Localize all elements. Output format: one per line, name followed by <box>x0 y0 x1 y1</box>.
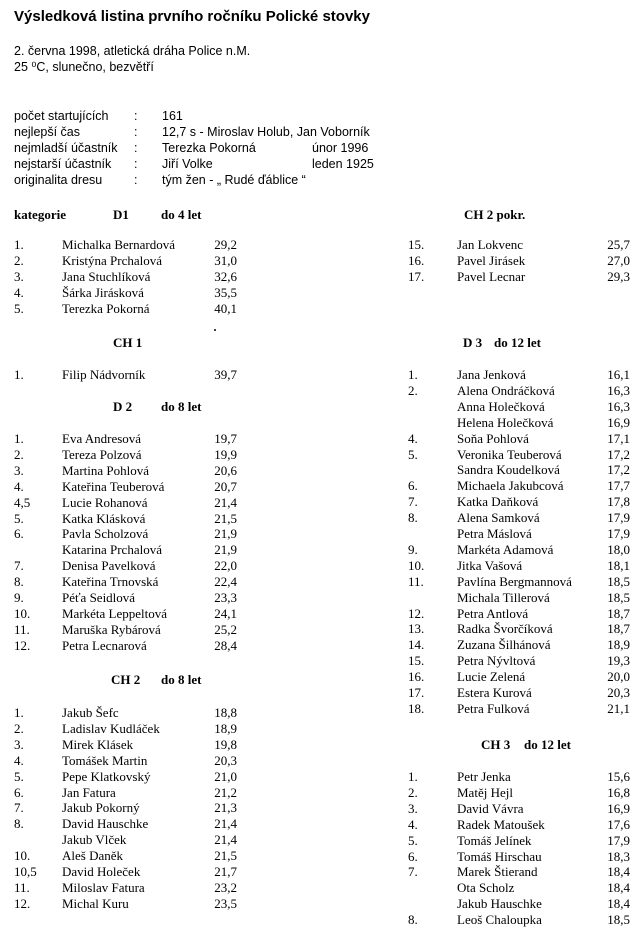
result-rank: 3. <box>14 268 24 284</box>
result-time: 17,9 <box>607 510 630 526</box>
result-time: 19,7 <box>214 431 237 446</box>
result-time: 27,0 <box>607 252 630 268</box>
result-name: Markéta Leppeltová <box>62 605 168 621</box>
result-name: Terezka Pokorná <box>62 300 150 316</box>
result-rank: 15. <box>408 653 425 669</box>
result-rank: 12. <box>14 895 31 911</box>
result-name: Pavel Lecnar <box>457 268 526 284</box>
result-rank: 6. <box>14 784 24 800</box>
result-rank: 10. <box>14 605 31 621</box>
result-time: 32,6 <box>214 268 237 284</box>
result-rank: 11. <box>14 621 30 637</box>
result-rank: 1. <box>14 237 24 252</box>
category-range-ch2: do 8 let <box>161 672 202 687</box>
result-rank: 9. <box>14 590 24 605</box>
result-time: 17,2 <box>607 446 630 462</box>
category-code-d3: D 3 <box>463 335 483 350</box>
info-colon: : <box>134 173 138 187</box>
result-time: 18,8 <box>214 705 237 720</box>
category-range-ch3: do 12 let <box>524 737 571 752</box>
result-name: Jan Lokvenc <box>457 237 524 252</box>
result-name: Tereza Polzová <box>62 446 142 462</box>
info-colon: : <box>134 157 138 171</box>
result-rank: 13. <box>408 621 425 637</box>
result-time: 20,6 <box>214 462 237 478</box>
result-rank: 6. <box>408 848 418 864</box>
result-name: Denisa Pavelková <box>62 558 156 574</box>
result-rank: 3. <box>14 462 24 478</box>
result-time: 25,2 <box>214 621 237 637</box>
result-rank: 2. <box>408 382 418 398</box>
result-rank: 17. <box>408 268 425 284</box>
info-colon: : <box>134 141 138 155</box>
result-rank: 9. <box>408 541 418 557</box>
result-time: 17,1 <box>607 430 630 446</box>
category-range-d3: do 12 let <box>494 335 541 350</box>
result-time: 21,3 <box>214 800 237 816</box>
category-code-ch3: CH 3 <box>481 737 511 752</box>
result-time: 19,9 <box>214 446 237 462</box>
result-time: 18,0 <box>607 541 630 557</box>
result-time: 18,4 <box>607 864 630 880</box>
result-name: Martina Pohlová <box>62 462 150 478</box>
result-time: 18,9 <box>607 637 630 653</box>
result-name: Marek Štierand <box>457 864 538 880</box>
category-range-d2: do 8 let <box>161 399 202 414</box>
result-time: 28,4 <box>214 637 237 653</box>
result-time: 29,3 <box>607 268 630 284</box>
result-rank: 1. <box>14 705 24 720</box>
result-time: 39,7 <box>214 367 237 382</box>
result-time: 18,9 <box>214 720 237 736</box>
result-name: Ladislav Kudláček <box>62 720 160 736</box>
info-value-youngest: Terezka Pokorná <box>162 141 256 155</box>
result-name: Markéta Adamová <box>457 541 554 557</box>
info-label-starters: počet startujících <box>14 109 109 123</box>
result-name: Petra Fulková <box>457 700 530 716</box>
result-name: Petr Jenka <box>457 769 511 784</box>
result-name: Jakub Pokorný <box>62 800 140 816</box>
result-name: Radka Švorčíková <box>457 621 553 637</box>
result-name: Michaela Jakubcová <box>457 478 564 494</box>
result-name: Péťa Seidlová <box>62 590 136 605</box>
result-rank: 4. <box>14 478 24 494</box>
result-name: Leoš Chaloupka <box>457 912 542 928</box>
result-name: Pavel Jirásek <box>457 252 526 268</box>
result-rank: 5. <box>14 510 24 526</box>
result-rank: 17. <box>408 685 425 700</box>
result-name: Lucie Rohanová <box>62 494 148 510</box>
result-rank: 12. <box>14 637 31 653</box>
result-time: 21,4 <box>214 832 237 848</box>
result-time: 18,3 <box>607 848 630 864</box>
result-name: Ota Scholz <box>457 880 515 896</box>
result-rank: 8. <box>14 816 24 832</box>
result-name: Petra Antlová <box>457 605 529 621</box>
result-time: 21,1 <box>607 700 630 716</box>
result-name: Pavla Scholzová <box>62 526 149 542</box>
result-name: Pepe Klatkovský <box>62 768 151 784</box>
result-time: 21,2 <box>214 784 237 800</box>
result-name: Jakub Vlček <box>62 832 127 848</box>
category-code-ch1: CH 1 <box>113 335 143 350</box>
result-name: Tomáš Hirschau <box>457 848 542 864</box>
info-label-oldest: nejstarší účastník <box>14 157 112 171</box>
info-value-oldest: Jiří Volke <box>162 157 213 171</box>
result-time: 20,3 <box>214 752 237 768</box>
result-time: 18,5 <box>607 589 630 605</box>
result-rank: 5. <box>408 446 418 462</box>
info-date-youngest: únor 1996 <box>312 141 369 155</box>
weather: 25 ⁰C, slunečno, bezvětří <box>14 60 154 74</box>
result-rank: 8. <box>14 574 24 590</box>
result-rank: 2. <box>408 784 418 800</box>
result-time: 22,0 <box>214 558 237 574</box>
result-time: 18,5 <box>607 573 630 589</box>
result-rank: 4. <box>14 752 24 768</box>
result-time: 40,1 <box>214 300 237 316</box>
result-time: 23,5 <box>214 895 237 911</box>
result-name: Aleš Daněk <box>62 848 124 864</box>
result-rank: 5. <box>14 768 24 784</box>
result-rank: 7. <box>14 800 24 816</box>
result-rank: 6. <box>408 478 418 494</box>
result-time: 21,7 <box>214 864 237 879</box>
result-time: 16,9 <box>607 414 630 430</box>
result-time: 21,9 <box>214 526 237 542</box>
result-name: Eva Andresová <box>62 431 142 446</box>
result-name: Kristýna Prchalová <box>62 252 163 268</box>
result-time: 16,1 <box>607 367 630 382</box>
info-date-oldest: leden 1925 <box>312 157 374 171</box>
result-time: 22,4 <box>214 574 237 590</box>
result-rank: 14. <box>408 637 425 653</box>
result-rank: 1. <box>408 769 418 784</box>
result-rank: 8. <box>408 912 418 928</box>
result-time: 20,7 <box>214 478 237 494</box>
result-time: 18,4 <box>607 896 630 912</box>
info-label-best-time: nejlepší čas <box>14 125 81 139</box>
result-time: 16,3 <box>607 382 630 398</box>
result-name: Helena Holečková <box>457 414 554 430</box>
result-time: 20,3 <box>607 685 630 700</box>
result-rank: 15. <box>408 237 425 252</box>
result-time: 21,5 <box>214 510 237 526</box>
category-code-d1: D1 <box>113 207 129 222</box>
result-rank: 2. <box>14 446 24 462</box>
result-name: Kateřina Teuberová <box>62 478 165 494</box>
result-rank: 1. <box>14 431 24 446</box>
result-rank: 7. <box>408 494 418 510</box>
result-name: Miloslav Fatura <box>62 879 145 895</box>
result-time: 29,2 <box>214 237 237 252</box>
result-name: Jan Fatura <box>62 784 116 800</box>
result-name: Jitka Vašová <box>457 557 523 573</box>
result-name: Lucie Zelená <box>457 669 526 685</box>
result-time: 21,9 <box>214 542 237 558</box>
result-rank: 1. <box>14 367 24 382</box>
result-time: 23,3 <box>214 590 237 605</box>
result-name: Anna Holečková <box>457 398 545 414</box>
result-name: Michal Kuru <box>62 895 129 911</box>
result-rank: 16. <box>408 252 425 268</box>
result-time: 17,9 <box>607 832 630 848</box>
result-name: Alena Ondráčková <box>457 382 555 398</box>
result-name: Pavlína Bergmannová <box>457 573 572 589</box>
result-name: Maruška Rybárová <box>62 621 161 637</box>
result-rank: 4,5 <box>14 494 31 510</box>
result-time: 17,8 <box>607 494 630 510</box>
result-time: 35,5 <box>214 284 237 300</box>
result-name: Katarina Prchalová <box>62 542 162 558</box>
result-name: Katka Klásková <box>62 510 146 526</box>
result-time: 18,1 <box>607 557 630 573</box>
result-rank: 18. <box>408 700 425 716</box>
result-time: 19,3 <box>607 653 630 669</box>
result-rank: 5. <box>408 832 418 848</box>
result-name: Zuzana Šilhánová <box>457 637 551 653</box>
result-rank: 2. <box>14 252 24 268</box>
result-time: 17,7 <box>607 478 630 494</box>
category-range-d1: do 4 let <box>161 207 202 222</box>
stray-dot <box>214 329 216 331</box>
result-name: Soňa Pohlová <box>457 430 529 446</box>
result-name: Sandra Koudelková <box>457 462 560 478</box>
result-time: 16,3 <box>607 398 630 414</box>
result-name: Tomášek Martin <box>62 752 148 768</box>
info-colon: : <box>134 125 138 139</box>
result-name: Mirek Klásek <box>62 736 134 752</box>
result-time: 19,8 <box>214 736 237 752</box>
result-time: 31,0 <box>214 252 237 268</box>
result-rank: 6. <box>14 526 24 542</box>
result-rank: 16. <box>408 669 425 685</box>
result-time: 25,7 <box>607 237 630 252</box>
info-value-outfit: tým žen - „ Rudé ďáblice “ <box>162 173 306 187</box>
result-name: David Vávra <box>457 800 524 816</box>
result-name: Katka Daňková <box>457 494 539 510</box>
result-name: Michala Tillerová <box>457 589 550 605</box>
result-rank: 2. <box>14 720 24 736</box>
result-time: 24,1 <box>214 605 237 621</box>
result-time: 15,6 <box>607 769 630 784</box>
category-code-ch2-cont: CH 2 pokr. <box>464 207 526 222</box>
result-time: 21,5 <box>214 848 237 864</box>
result-name: Jakub Hauschke <box>457 896 542 912</box>
info-colon: : <box>134 109 138 123</box>
result-time: 21,4 <box>214 816 237 832</box>
result-name: Tomáš Jelínek <box>457 832 532 848</box>
info-label-youngest: nejmladší účastník <box>14 141 118 155</box>
result-time: 16,8 <box>607 784 630 800</box>
category-code-ch2: CH 2 <box>111 672 141 687</box>
result-rank: 4. <box>408 430 418 446</box>
result-rank: 3. <box>14 736 24 752</box>
result-rank: 12. <box>408 605 425 621</box>
result-name: Estera Kurová <box>457 685 532 700</box>
page-title: Výsledková listina prvního ročníku Polické stovky <box>14 8 370 25</box>
result-time: 21,0 <box>214 768 237 784</box>
result-name: Radek Matoušek <box>457 816 545 832</box>
result-rank: 10,5 <box>14 864 37 879</box>
result-name: Petra Nývltová <box>457 653 536 669</box>
result-name: Veronika Teuberová <box>457 446 562 462</box>
result-name: Alena Samková <box>457 510 540 526</box>
result-rank: 4. <box>14 284 24 300</box>
result-time: 23,2 <box>214 879 237 895</box>
event-date-place: 2. června 1998, atletická dráha Police n.M. <box>14 44 251 58</box>
result-time: 18,5 <box>607 912 630 928</box>
result-time: 18,7 <box>607 605 630 621</box>
result-time: 18,4 <box>607 880 630 896</box>
result-name: Kateřina Trnovská <box>62 574 159 590</box>
result-rank: 10. <box>408 557 425 573</box>
result-rank: 1. <box>408 367 418 382</box>
info-value-starters: 161 <box>162 109 183 123</box>
result-time: 17,2 <box>607 462 630 478</box>
result-rank: 3. <box>408 800 418 816</box>
info-value-best-time: 12,7 s - Miroslav Holub, Jan Voborník <box>162 125 370 139</box>
result-name: Michalka Bernardová <box>62 237 175 252</box>
result-name: Matěj Hejl <box>457 784 513 800</box>
result-rank: 10. <box>14 848 31 864</box>
result-rank: 4. <box>408 816 418 832</box>
result-name: Petra Lecnarová <box>62 637 147 653</box>
category-code-d2: D 2 <box>113 399 133 414</box>
result-rank: 11. <box>408 573 424 589</box>
result-name: Šárka Jirásková <box>62 284 144 300</box>
result-name: Jana Jenková <box>457 367 526 382</box>
result-name: Jana Stuchlíková <box>62 268 151 284</box>
result-name: Jakub Šefc <box>62 705 119 720</box>
info-label-outfit: originalita dresu <box>14 173 103 187</box>
result-time: 16,9 <box>607 800 630 816</box>
result-rank: 7. <box>14 558 24 574</box>
result-time: 18,7 <box>607 621 630 637</box>
result-name: Filip Nádvorník <box>62 367 146 382</box>
result-time: 17,6 <box>607 816 630 832</box>
result-name: Petra Máslová <box>457 526 532 541</box>
result-time: 17,9 <box>607 526 630 541</box>
result-rank: 8. <box>408 510 418 526</box>
result-time: 21,4 <box>214 494 237 510</box>
result-rank: 11. <box>14 879 30 895</box>
result-rank: 7. <box>408 864 418 880</box>
result-time: 20,0 <box>607 669 630 685</box>
result-rank: 5. <box>14 300 24 316</box>
kategorie-label: kategorie <box>14 207 66 222</box>
result-name: David Hauschke <box>62 816 149 832</box>
result-name: David Holeček <box>62 864 141 879</box>
